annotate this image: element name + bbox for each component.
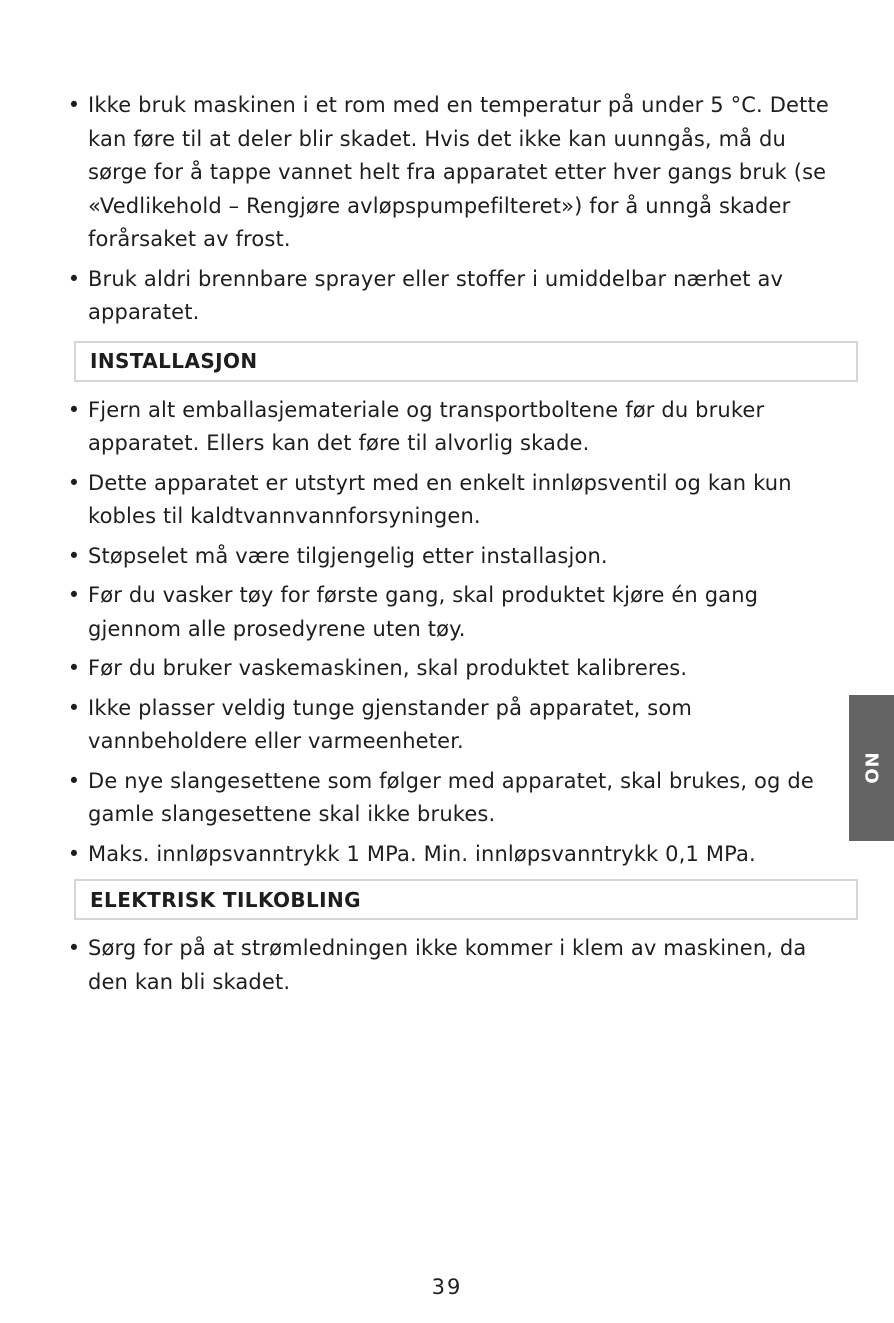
list-item: • Før du bruker vaskemaskinen, skal produktet kalibreres. — [60, 652, 840, 686]
list-item: • Fjern alt emballasjemateriale og transportboltene før du bruker apparatet. Ellers kan det føre til alvorlig skade. — [60, 394, 840, 461]
page-content — [60, 89, 840, 999]
language-tab — [849, 695, 894, 841]
list-item: • Før du vasker tøy for første gang, skal produktet kjøre én gang gjennom alle prosedyrene uten tøy. — [60, 579, 840, 646]
list-item: • Maks. innløpsvanntrykk 1 MPa. Min. innløpsvanntrykk 0,1 MPa. — [60, 838, 840, 872]
list-item: • Ikke plasser veldig tunge gjenstander på apparatet, som vannbeholdere eller varmeenheter. — [60, 692, 840, 759]
list-item: • Bruk aldri brennbare sprayer eller stoffer i umiddelbar nærhet av apparatet. — [60, 263, 840, 330]
page-number: 39 — [431, 1275, 463, 1299]
list-item: • Ikke bruk maskinen i et rom med en temperatur på under 5 °C. Dette kan føre til at deler blir skadet. Hvis det ikke kan uunngås, må du sørge for å tappe vannet helt fra apparatet etter hver gangs bruk (se «Vedlikehold – Rengjøre avløpspumpefilteret») for å unngå skader forårsaket av frost. — [60, 89, 840, 257]
list-item: • Dette apparatet er utstyrt med en enkelt innløpsventil og kan kun kobles til kaldtvannvannforsyningen. — [60, 467, 840, 534]
list-item: • De nye slangesettene som følger med apparatet, skal brukes, og de gamle slangesettene skal ikke brukes. — [60, 765, 840, 832]
elektrisk-bullet-list — [60, 932, 840, 999]
installasjon-bullet-list — [60, 394, 840, 872]
list-item: • Sørg for på at strømledningen ikke kommer i klem av maskinen, da den kan bli skadet. — [60, 932, 840, 999]
intro-bullet-list — [60, 89, 840, 330]
section-heading-installasjon: INSTALLASJON — [74, 341, 858, 382]
section-heading-elektrisk-tilkobling: ELEKTRISK TILKOBLING — [74, 879, 858, 920]
language-tab-label: NO — [861, 751, 882, 785]
list-item: • Støpselet må være tilgjengelig etter installasjon. — [60, 540, 840, 574]
